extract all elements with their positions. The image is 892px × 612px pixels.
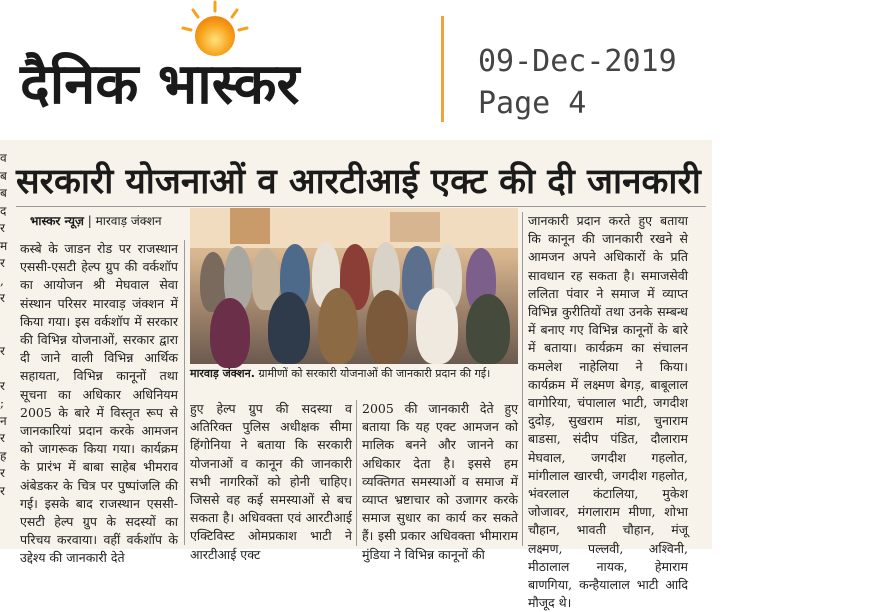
byline-place: मारवाड़ जंक्शन [95, 214, 162, 228]
article-column-4: जानकारी प्रदान करते हुए बताया कि कानून की जानकारी रखने से आमजन अपने अधिकारों के प्रति सावधान रह सकता है। समाजसेवी ललिता पंवार ने समाज में व्याप्त विभिन्न कुरीतियों तथा उनके सम्बन्ध में बनाए गए विभिन्न कानूनों के बारे में बताया। कार्यक्रम का संचालन कमलेश नाहेलिया ने किया। कार्यक्रम में लक्ष्मण बेगड़, बाबूलाल वागोरिया, चंपालाल भाटी, जगदीश दुदोड़, सुखराम मांडा, चुनाराम बाडसा, संदीप पंडित, दौलाराम मेघवाल, जगदीश गहलोत, मांगीलाल खारची, जगदीश गहलोत, भंवरलाल कंटालिया, मुकेश जोजावर, मंगलाराम मीणा, शोभा चौहान, भावती चौहान, मंजू लक्ष्मण, पल्लवी, अश्विनी, मीठालाल नायक, हेमाराम बाणगिया, कन्हैयालाल भाटी आदि मौजूद थे। [528, 213, 688, 611]
article-headline: सरकारी योजनाओं व आरटीआई एक्ट की दी जानकारी [16, 162, 701, 202]
byline-source: भास्कर न्यूज़ [30, 214, 84, 228]
headline-rule [16, 206, 706, 207]
caption-text: ग्रामीणों को सरकारी योजनाओं की जानकारी प्रदान की गई। [258, 367, 491, 380]
byline [30, 212, 162, 229]
article-column-3: 2005 की जानकारी देते हुए बताया कि यह एक्ट आमजन को मालिक बनने और जानने का अधिकार देता है। इससे हम व्यक्तिगत समस्याओं व समाज में व्याप्त भ्रष्टाचार को उजागर करके समाज सुधार का कार्य कर सकते हैं। इसी प्रकार अधिवक्ता भीमाराम मुंडिया ने विभिन्न कानूनों की [362, 401, 518, 562]
page-number: Page 4 [478, 86, 587, 121]
column-rule [184, 240, 185, 545]
article-column-1: कस्बे के जाडन रोड पर राजस्थान एससी-एसटी हेल्प ग्रुप की वर्कशॉप का आयोजन श्री मेघवाल सेवा संस्थान परिसर मारवाड़ जंक्शन में किया गया। इस वर्कशॉप में सरकार की विभिन्न योजनाओं, सरकार द्वारा दी जाने वाली विभिन्न आर्थिक सहायता, विभिन्न कानूनों तथा सूचना का अधिकार अधिनियम 2005 के बारे में विस्तृत रूप से जानकारियां प्रदान करके आमजन को जागरूक किया गया। कार्यक्रम के प्रारंभ में बाबा साहेब भीमराव अंबेडकर के चित्र पर पुष्पांजलि की गई। इसके बाद राजस्थान एससी-एसटी हेल्प ग्रुप के सदस्यों का परिचय करवाया। वहीं वर्कशॉप के उद्देश्य की जानकारी देते [20, 241, 178, 566]
column-rule [522, 212, 523, 546]
article-photo [190, 208, 518, 364]
article-column-2: हुए हेल्प ग्रुप की सदस्या व अतिरिक्त पुलिस अधीक्षक सीमा हिंगोनिया ने बताया कि सरकारी योजनाओं व कानून की जानकारी सभी नागरिकों को होनी चाहिए। जिससे वह कई समस्याओं से बच सकता है। अधिवक्ता एवं आरटीआई एक्टिविस्ट ओमप्रकाश भाटी ने आरटीआई एक्ट [190, 401, 352, 562]
column-rule [356, 400, 357, 546]
caption-place: मारवाड़ जंक्शन. [190, 367, 255, 380]
newspaper-logo: दैनिक भास्कर [20, 52, 300, 117]
adjacent-article-edge: व ब ब द र म र , र र र ; न र ह र र [0, 151, 8, 498]
photo-caption [190, 366, 520, 381]
edition-date: 09-Dec-2019 [478, 44, 677, 79]
byline-separator: | [87, 214, 96, 228]
masthead-divider [441, 16, 444, 122]
